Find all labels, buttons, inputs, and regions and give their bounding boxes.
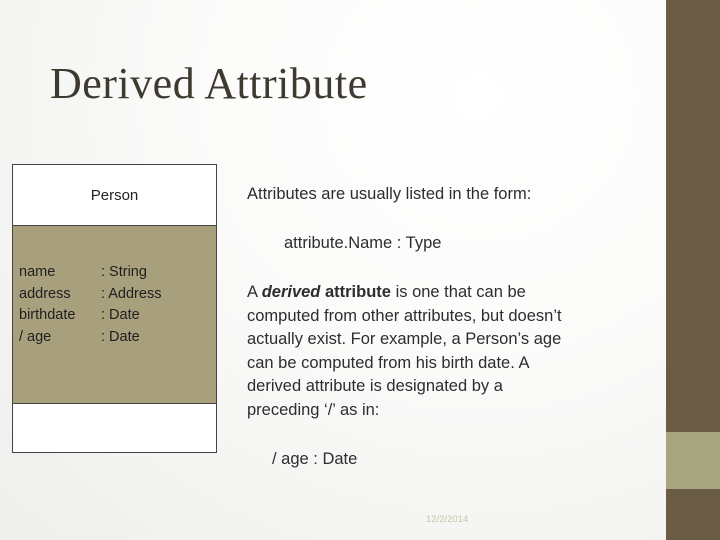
attribute-name: name	[19, 264, 56, 280]
slide-date: 12/2/2014	[426, 514, 469, 525]
attribute-word: attribute	[320, 283, 391, 301]
side-band	[666, 0, 720, 540]
attribute-row	[19, 284, 216, 306]
example-text: / age : Date	[272, 450, 358, 468]
para-lead: A	[247, 283, 262, 301]
para-body: is one that can be computed from other attributes, but doesn’t actually exist. For example, a Person’s age can be computed from his birth date. A derived attribute is designated by a preceding ‘/’ as in:	[247, 283, 562, 419]
attribute-row	[19, 262, 216, 284]
attribute-row	[19, 305, 216, 327]
attribute-name: address	[19, 285, 71, 302]
attribute-name: birthdate	[19, 307, 76, 323]
attribute-type: : Address	[101, 285, 162, 302]
slide-title: Derived Attribute	[50, 59, 368, 108]
intro-text: Attributes are usually listed in the form:	[247, 185, 532, 203]
uml-class-box	[12, 164, 217, 453]
attribute-form-text: attribute.Name : Type	[284, 234, 442, 252]
derived-word: derived	[261, 283, 321, 301]
uml-attributes	[13, 226, 216, 404]
derived-attribute-paragraph	[247, 281, 577, 422]
accent-band	[666, 432, 720, 489]
uml-class-name: Person	[13, 165, 216, 226]
uml-methods-compartment	[13, 404, 216, 450]
attribute-row	[19, 327, 216, 349]
attribute-type: : Date	[101, 328, 140, 345]
attribute-name: / age	[19, 328, 52, 345]
attribute-type: : Date	[101, 307, 140, 323]
lower-band	[666, 489, 720, 540]
attribute-type: : String	[101, 264, 147, 280]
